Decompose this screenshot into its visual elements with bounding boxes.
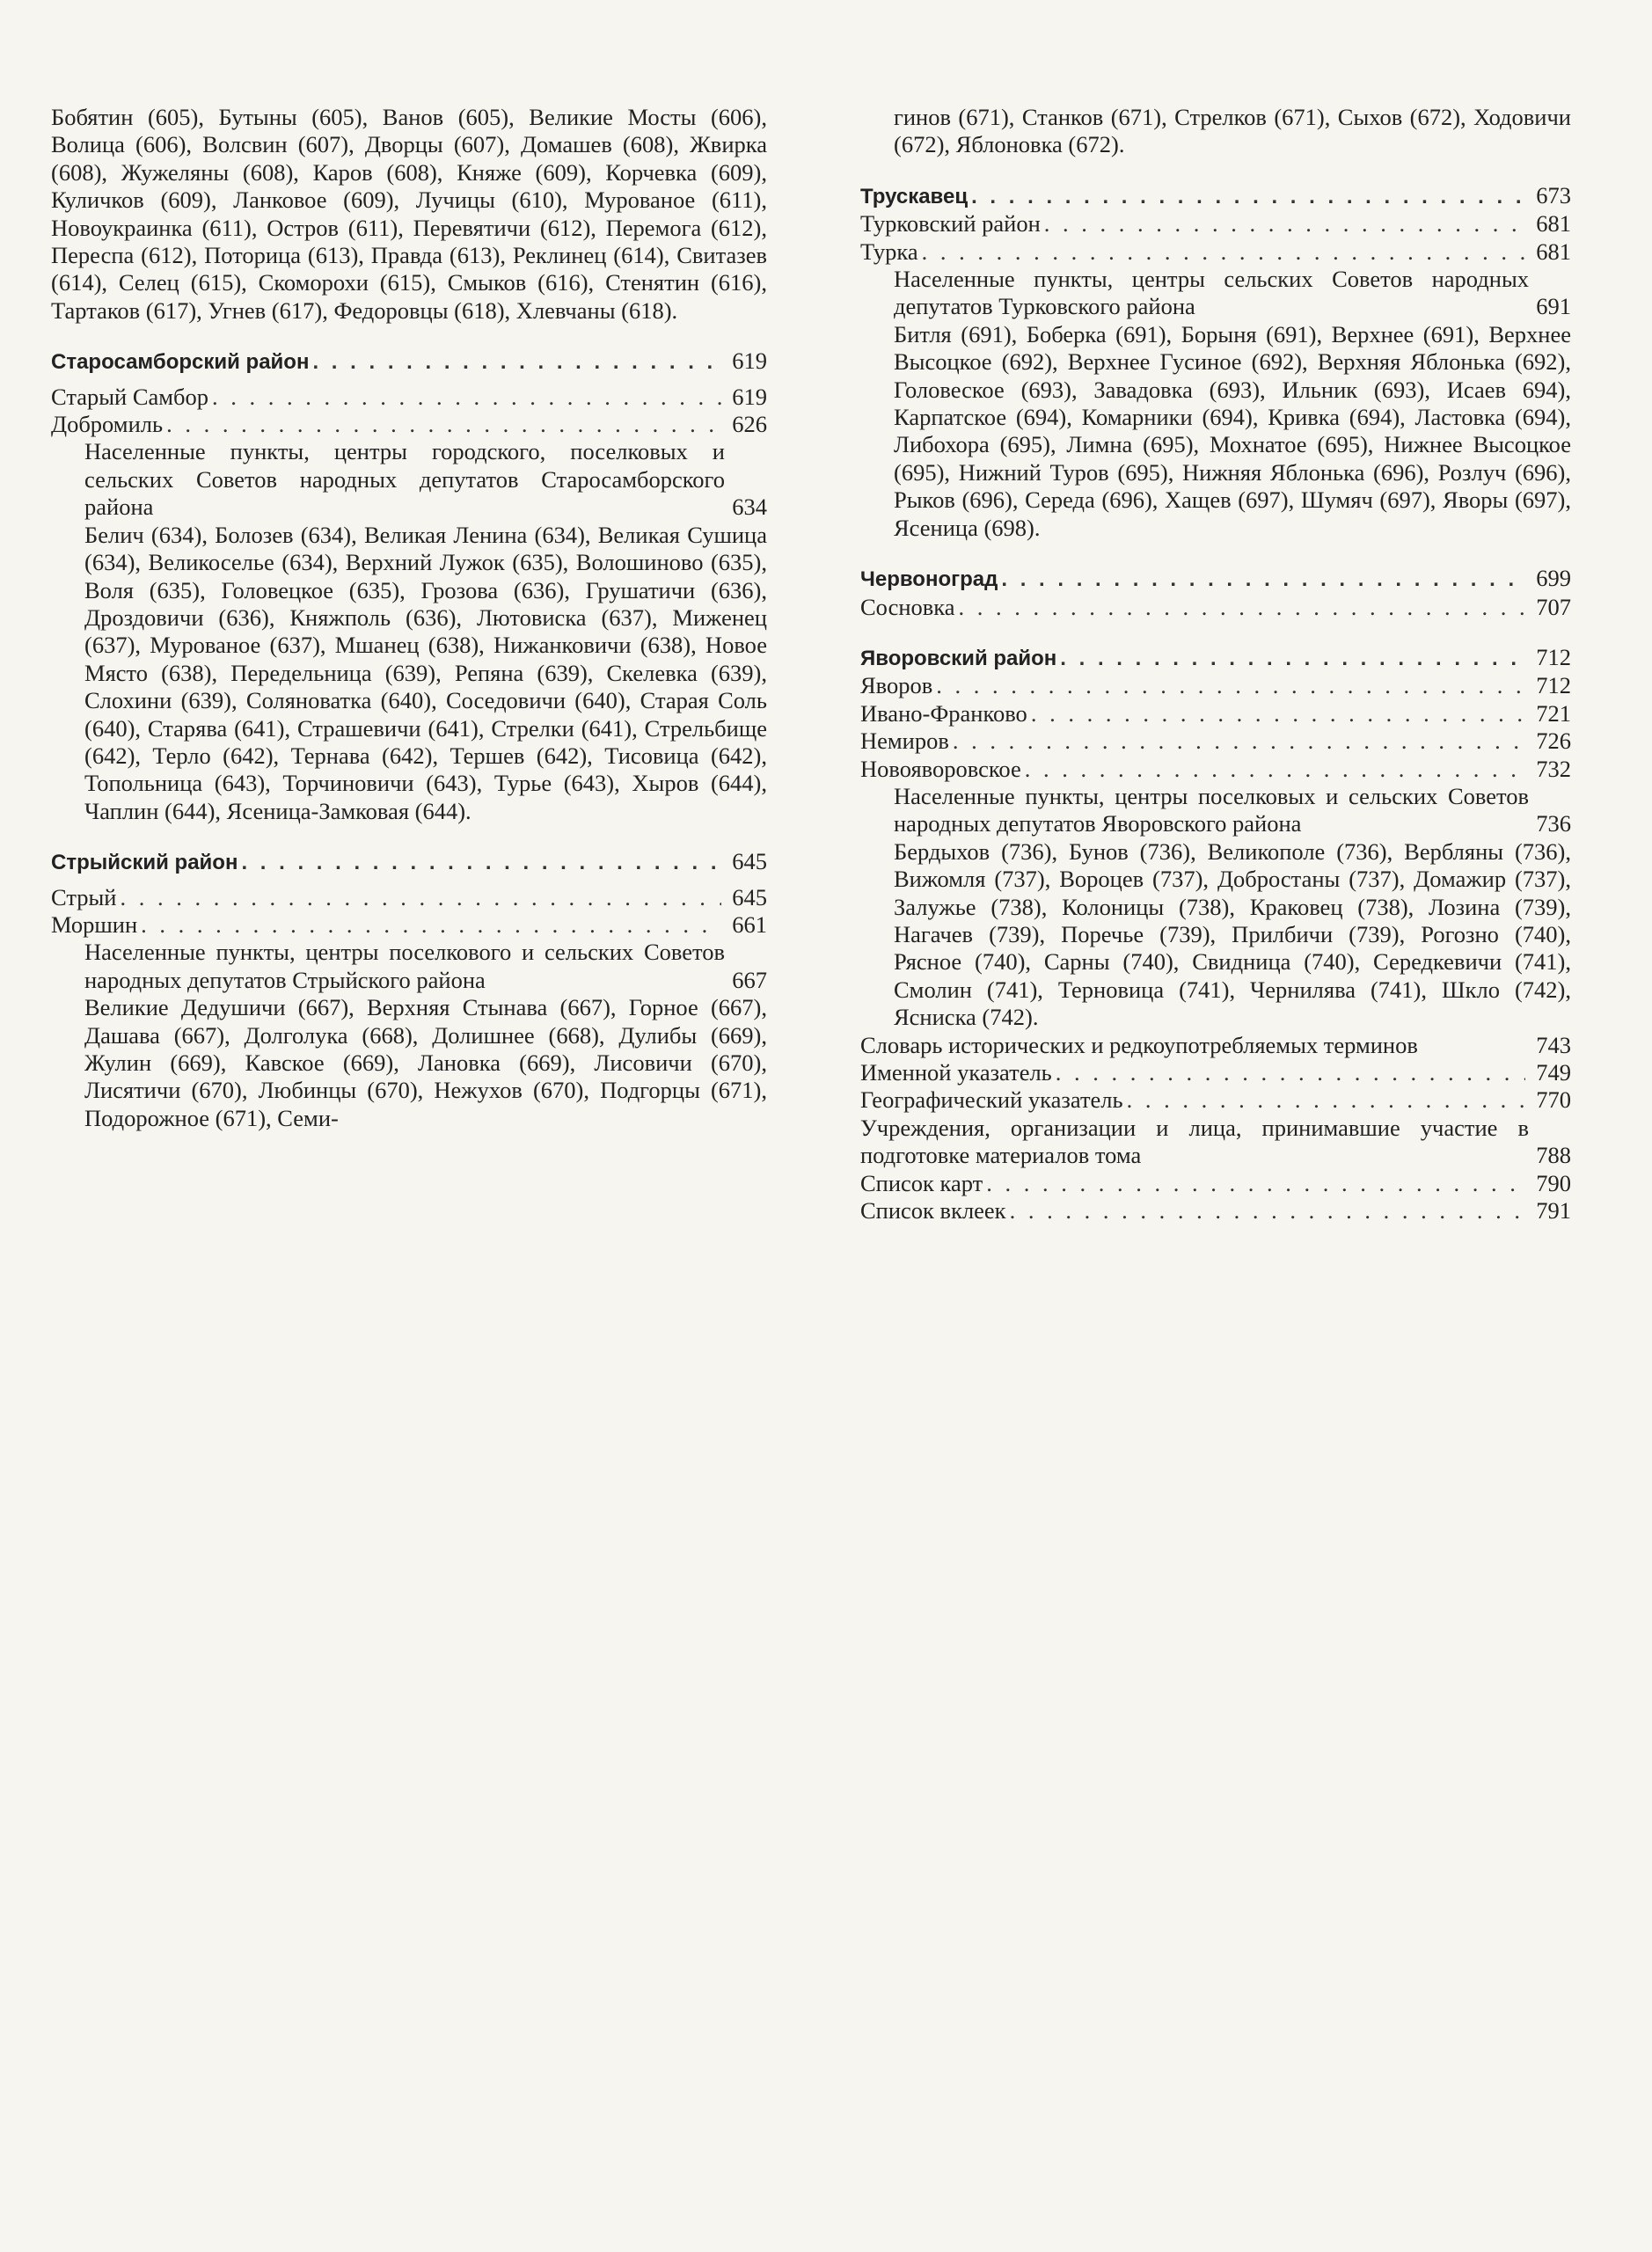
- toc-section-chervonohrad[interactable]: [860, 565, 1571, 593]
- toc-entry-label: Старый Самбор: [51, 383, 209, 410]
- toc-page-number: 661: [732, 910, 767, 938]
- toc-entry-label: Населенные пункты, центры поселковых и сельских Советов народных депутатов Яворовского района: [894, 782, 1529, 837]
- toc-entry[interactable]: [860, 728, 1571, 755]
- toc-page-number: 691: [1536, 293, 1571, 320]
- toc-leader: [971, 183, 1525, 210]
- toc-entry-label: Список карт: [860, 1169, 983, 1196]
- toc-leader: [241, 849, 721, 876]
- toc-page-number: 790: [1536, 1169, 1571, 1196]
- toc-page-number: 626: [732, 411, 767, 438]
- toc-page-number: 699: [1536, 565, 1571, 592]
- toc-section-starosambor[interactable]: [51, 347, 767, 376]
- toc-page-number: 634: [732, 494, 767, 521]
- toc-entry-institutions[interactable]: [860, 1115, 1571, 1170]
- toc-leader: [959, 594, 1525, 621]
- toc-entry-label: Добромиль: [51, 411, 164, 438]
- toc-leader: [1001, 566, 1525, 593]
- toc-page-number: 791: [1536, 1197, 1571, 1225]
- toc-leader: [936, 672, 1525, 699]
- toc-section-yavoriv[interactable]: [860, 644, 1571, 672]
- toc-entry-glossary[interactable]: [860, 1032, 1571, 1059]
- toc-entry-settlements[interactable]: [51, 939, 767, 994]
- toc-leader: [1044, 210, 1525, 238]
- toc-entry-label: Список вклеек: [860, 1197, 1006, 1225]
- toc-entry-settlements[interactable]: [860, 266, 1571, 321]
- toc-leader: [120, 884, 721, 911]
- toc-page-number: 736: [1536, 810, 1571, 837]
- toc-entry[interactable]: [860, 700, 1571, 728]
- toc-section-stryi[interactable]: [51, 848, 767, 876]
- toc-page-number: 726: [1536, 728, 1571, 755]
- toc-section-title: Червоноград: [860, 567, 998, 592]
- right-column: [860, 104, 1571, 1225]
- toc-page-number: 721: [1536, 699, 1571, 727]
- toc-entry[interactable]: [860, 594, 1571, 621]
- village-list: Великие Дедушичи (667), Верхняя Стынава (667), Горное (667), Дашава (667), Долголука (668), Долишнее (668), Дулибы (669), Жулин (669), Кавское (669), Лановка (669), Лисовичи (670), Лисятичи (670), Любинцы (670), Нежухов (670), Подгорцы (671), Подорожное (671), Семи-: [84, 994, 767, 1131]
- toc-leader: [212, 384, 721, 411]
- toc-entry-label: Ивано-Франково: [860, 699, 1027, 727]
- toc-entry-settlements[interactable]: [860, 783, 1571, 838]
- toc-entry-label: Стрый: [51, 883, 117, 910]
- toc-entry[interactable]: [51, 911, 767, 939]
- toc-page-number: 681: [1536, 238, 1571, 265]
- toc-entry-label: Новояворовское: [860, 755, 1021, 782]
- toc-page-number: 743: [1536, 1031, 1571, 1058]
- toc-page-number: 667: [732, 966, 767, 993]
- toc-entry-label: Учреждения, организации и лица, принимавшие участие в подготовке материалов тома: [860, 1114, 1529, 1169]
- toc-section-title: Яворовский район: [860, 646, 1057, 670]
- toc-entry[interactable]: [860, 672, 1571, 699]
- toc-entry-label: Населенные пункты, центры сельских Советов народных депутатов Турковского района: [894, 266, 1529, 320]
- toc-entry[interactable]: [51, 384, 767, 411]
- toc-page-number: 712: [1536, 672, 1571, 699]
- toc-page-number: 712: [1536, 643, 1571, 670]
- toc-leader: [1056, 1059, 1525, 1086]
- toc-entry-label: Сосновка: [860, 593, 955, 620]
- toc-leader: [953, 728, 1525, 755]
- toc-page-number: 619: [732, 383, 767, 410]
- toc-entry[interactable]: [860, 238, 1571, 266]
- toc-entry-geo-index[interactable]: [860, 1086, 1571, 1114]
- toc-entry[interactable]: [51, 884, 767, 911]
- toc-leader: [1031, 700, 1525, 728]
- toc-leader: [922, 238, 1525, 266]
- toc-page-number: 770: [1536, 1086, 1571, 1114]
- toc-entry-label: Турка: [860, 238, 918, 265]
- toc-entry-label: Географический указатель: [860, 1086, 1123, 1114]
- toc-entry-label: Именной указатель: [860, 1059, 1052, 1086]
- toc-page-number: 749: [1536, 1059, 1571, 1086]
- toc-page-number: 681: [1536, 210, 1571, 238]
- toc-leader: [141, 911, 721, 939]
- toc-section-title: Стрыйский район: [51, 851, 238, 875]
- toc-entry[interactable]: [860, 756, 1571, 783]
- village-list-continued: Бобятин (605), Бутыны (605), Ванов (605), Великие Мосты (606), Волица (606), Волсвин (607), Дворцы (607), Домашев (608), Жвирка (608), Жужеляны (608), Каров (608), Княже (609), Корчевка (609), Куличков (609), Ланковое (609), Лучицы (610), Мурованое (611), Новоукраинка (611), Остров (611), Перевятичи (612), Перемога (612), Переспа (612), Поторица (613), Правда (613), Реклинец (614), Свитазев (614), Селец (615), Скоморохи (615), Смыков (616), Стенятин (616), Тартаков (617), Угнев (617), Федоровцы (618), Хлевчаны (618).: [51, 104, 767, 324]
- toc-leader: [312, 348, 721, 376]
- toc-entry-label: Немиров: [860, 728, 949, 755]
- toc-entry-label: Населенные пункты, центры городского, поселковых и сельских Советов народных депутатов Старосамборского района: [84, 438, 725, 521]
- toc-section-truskavets[interactable]: [860, 182, 1571, 210]
- toc-page-number: 732: [1536, 755, 1571, 782]
- toc-leader: [1025, 756, 1525, 783]
- village-list-continued: гинов (671), Станков (671), Стрелков (671), Сыхов (672), Ходовичи (672), Яблоновка (672).: [894, 104, 1571, 158]
- toc-entry-name-index[interactable]: [860, 1059, 1571, 1086]
- toc-leader: [1060, 645, 1525, 672]
- toc-page-number: 673: [1536, 181, 1571, 208]
- toc-page-number: 645: [732, 883, 767, 910]
- toc-entry-inserts[interactable]: [860, 1197, 1571, 1225]
- toc-entry-label: Населенные пункты, центры поселкового и сельских Советов народных депутатов Стрыйского района: [84, 939, 725, 993]
- toc-entry-label: Моршин: [51, 910, 138, 938]
- toc-section-title: Трускавец: [860, 184, 969, 208]
- village-list: Битля (691), Боберка (691), Борыня (691), Верхнее (691), Верхнее Высоцкое (692), Верхнее Гусиное (692), Верхняя Яблонька (692), Головеское (693), Завадовка (693), Ильник (693), Исаев 694), Карпатское (694), Комарники (694), Кривка (694), Ластовка (694), Либохора (695), Лимна (695), Мохнатое (695), Нижнее Высоцкое (695), Нижний Туров (695), Нижняя Яблонька (696), Розлуч (696), Рыков (696), Середа (696), Хащев (697), Шумяч (697), Яворы (697), Ясеница (698).: [894, 320, 1571, 541]
- toc-leader: [1127, 1086, 1525, 1114]
- toc-entry[interactable]: [51, 411, 767, 438]
- toc-entry-label: Словарь исторических и редкоупотребляемых терминов: [860, 1031, 1418, 1058]
- toc-section-title: Старосамборский район: [51, 350, 310, 375]
- toc-page-number: 619: [732, 347, 767, 375]
- village-list: Белич (634), Болозев (634), Великая Ленина (634), Великая Сушица (634), Великоселье (634), Верхний Лужок (635), Волошиново (635), Воля (635), Головецкое (635), Грозова (636), Грушатичи (636), Дроздовичи (636), Княжполь (636), Лютовиска (637), Миженец (637), Мурованое (637), Мшанец (638), Нижанковичи (638), Новое Място (638), Передельница (639), Репяна (639), Скелевка (639), Слохини (639), Соляноватка (640), Соседовичи (640), Старая Соль (640), Старява (641), Страшевичи (641), Стрелки (641), Стрельбище (642), Терло (642), Тернава (642), Тершев (642), Тисовица (642), Топольница (643), Торчиновичи (643), Турье (643), Хыров (644), Чаплин (644), Ясеница-Замковая (644).: [84, 521, 767, 824]
- left-column: [51, 104, 767, 1132]
- village-list: Бердыхов (736), Бунов (736), Великополе (736), Вербляны (736), Вижомля (737), Вороцев (737), Добростаны (737), Домажир (737), Залужье (738), Колоницы (738), Краковец (738), Лозина (739), Нагачев (739), Поречье (739), Прилбичи (739), Рогозно (740), Рясное (740), Сарны (740), Свидница (740), Середкевичи (741), Смолин (741), Терновица (741), Чернилява (741), Шкло (742), Ясниска (742).: [894, 837, 1571, 1031]
- toc-leader: [986, 1170, 1525, 1197]
- toc-page-number: 645: [732, 848, 767, 875]
- toc-leader: [1010, 1197, 1525, 1225]
- toc-entry[interactable]: [860, 210, 1571, 238]
- toc-leader: [166, 411, 721, 438]
- toc-entry-label: Турковский район: [860, 210, 1041, 238]
- toc-entry-label: Яворов: [860, 672, 933, 699]
- toc-entry-settlements[interactable]: [51, 438, 767, 521]
- toc-page-number: 788: [1536, 1142, 1571, 1169]
- toc-page-number: 707: [1536, 593, 1571, 620]
- toc-entry-maps[interactable]: [860, 1170, 1571, 1197]
